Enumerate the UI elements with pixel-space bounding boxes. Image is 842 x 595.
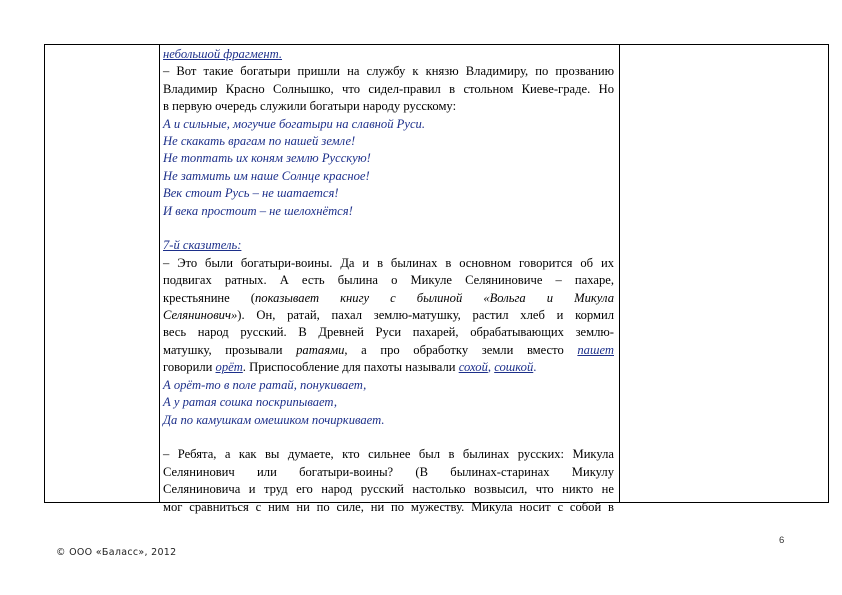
- text-span: . Приспособление для пахоты называли: [242, 360, 459, 375]
- table-border-right: [828, 45, 829, 502]
- text-line: [163, 290, 614, 307]
- copyright-footer: © ООО «Баласс», 2012: [56, 547, 177, 558]
- text-line: Селянинович или богатыри-воины? (В былинах-старинах Микулу: [163, 464, 614, 479]
- speaker-label: 7-й сказитель:: [163, 238, 242, 253]
- text-line: небольшой фрагмент.: [163, 47, 283, 61]
- text-span: матушку, прозывали: [163, 342, 297, 357]
- text-span: крестьянине (: [163, 290, 255, 305]
- poem-line: Да по камушкам омешиком почиркивает.: [163, 412, 385, 427]
- poem-line: А и сильные, могучие богатыри на славной Руси.: [163, 116, 425, 131]
- text-span: ). Он, ратай, пахал землю-матушку, растил хлеб и кормил: [237, 308, 614, 323]
- text-line: [163, 359, 614, 376]
- text-line: [163, 307, 614, 324]
- lesson-table: [44, 44, 829, 514]
- text-line: [163, 342, 614, 359]
- term: пашет: [577, 342, 614, 357]
- text-line: – Ребята, а как вы думаете, кто сильнее был в былинах русских: Микула: [163, 447, 614, 462]
- term: сошкой: [494, 360, 534, 375]
- text-span: .: [533, 360, 537, 375]
- poem-line: А у ратая сошка поскрипывает,: [163, 395, 337, 410]
- term: сохой: [458, 360, 488, 375]
- text-line: Владимир Красно Солнышко, что сидел-правил в стольном Киеве-граде. Но: [163, 81, 614, 96]
- lesson-text-cell: [163, 46, 614, 516]
- term: орёт: [215, 360, 243, 375]
- text-line: весь народ русский. В Древней Руси пахарей, обрабатывающих землю-: [163, 325, 614, 340]
- table-border-left: [44, 45, 45, 502]
- term: ратаями: [296, 342, 345, 357]
- text-span: , а про обработку земли вместо: [344, 342, 578, 357]
- poem-line: И века простоит – не шелохнётся!: [163, 203, 353, 218]
- poem-line: Не затмить им наше Солнце красное!: [163, 168, 370, 183]
- text-line: – Это были богатыри-воины. Да и в былинах в основном говорится об их: [163, 255, 614, 270]
- stage-direction: Селянинович»: [163, 308, 238, 323]
- paragraph-gap: [163, 220, 614, 237]
- poem-line: Век стоит Русь – не шатается!: [163, 186, 339, 201]
- paragraph-gap: [163, 429, 614, 446]
- page-number: 6: [779, 535, 785, 546]
- poem-line: А орёт-то в поле ратай, понукивает,: [163, 377, 367, 392]
- text-line: в первую очередь служили богатыри народу русскому:: [163, 99, 457, 114]
- table-column-divider-2: [619, 45, 620, 502]
- text-line: Селяниновича и труд его народ русский настолько возвысил, что никто не: [163, 482, 614, 497]
- text-span: говорили: [163, 360, 216, 375]
- stage-direction: показывает книгу с былиной «Вольга и Микула: [255, 290, 614, 305]
- text-line: мог сравниться с ним ни по силе, ни по мужеству. Микула носит с собой в: [163, 499, 614, 514]
- poem-line: Не скакать врагам по нашей земле!: [163, 134, 356, 149]
- poem-line: Не топтать их коням землю Русскую!: [163, 151, 371, 166]
- text-span: ,: [487, 360, 495, 375]
- table-column-divider-1: [159, 45, 160, 502]
- text-line: – Вот такие богатыри пришли на службу к князю Владимиру, по прозванию: [163, 64, 614, 79]
- text-line: подвигах ратных. А есть былина о Микуле Селяниновиче – пахаре,: [163, 273, 614, 288]
